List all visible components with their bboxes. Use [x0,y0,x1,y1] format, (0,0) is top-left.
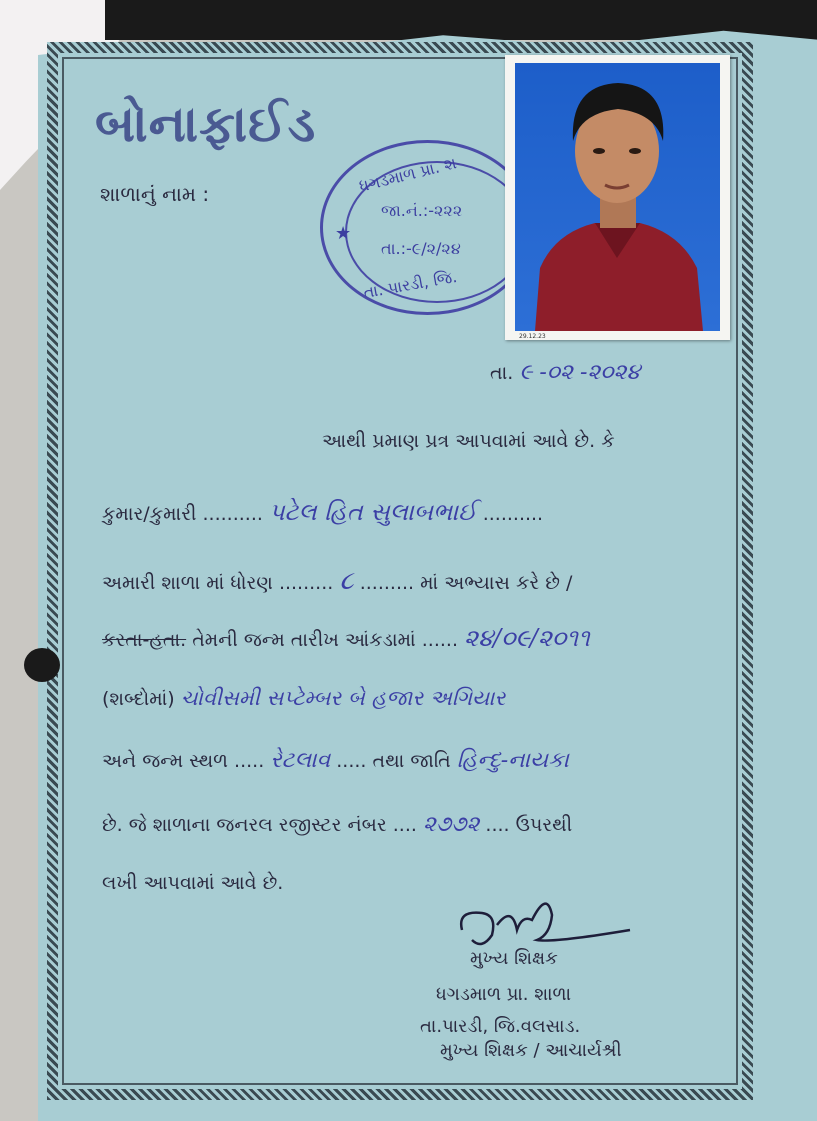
dob-words-value: ચોવીસમી સપ્ટેમ્બર બે હજાર અગિયાર [180,686,506,710]
stamp-star-icon: ★ [335,223,352,244]
dob-struck-text: કરતા-હતા. [102,629,187,651]
dob-row: કરતા-હતા. તેમની જન્મ તારીખ આંકડામાં ...... ૨૪/૦૯/૨૦૧૧ [102,624,590,652]
class-label: અમારી શાળા માં ધોરણ [102,572,273,594]
birthplace-row: અને જન્મ સ્થળ ..... રેટલાવ ..... તથા જાતિ હિન્દુ-નાયકા [102,748,569,773]
date-prefix: તા. [490,362,514,384]
register-label: છે. જે શાળાના જનરલ રજીસ્ટર નંબર [102,814,387,836]
dob-words-label: (શબ્દોમાં) [102,688,175,710]
birthplace-label: અને જન્મ સ્થળ [102,750,228,772]
signature-address: તા.પારડી, જિ.વલસાડ. [420,1016,581,1037]
class-suffix: માં અભ્યાસ કરે છે / [420,572,573,594]
intro-text: આથી પ્રમાણ પ્રત્ર આપવામાં આવે છે. કે [322,430,615,452]
class-row: અમારી શાળા માં ધોરણ ......... ૮ ......... માં અભ્યાસ કરે છે / [102,566,573,596]
student-label: કુમાર/કુમારી [102,503,197,525]
student-photo [505,55,730,340]
caste-label: તથા જાતિ [372,750,451,772]
signature-designation: મુખ્ય શિક્ષક / આચાર્યશ્રી [440,1040,622,1061]
signature-title: મુખ્ય શિક્ષક [470,948,558,969]
register-suffix: ઉપરથી [515,814,573,836]
signature-school: ધગડમાળ પ્રા. શાળા [436,984,571,1005]
photo-date: 29.12.23 [519,333,546,340]
class-value: ૮ [339,566,354,596]
register-value: ૨૭૭૨ [422,812,480,837]
register-row: છે. જે શાળાના જનરલ રજીસ્ટર નંબર .... ૨૭૭૨ .... ઉપરથી [102,812,573,837]
stamp-line-2: જા.નં.:-૨૨૨ [381,201,463,220]
dob-value: ૨૪/૦૯/૨૦૧૧ [464,624,590,652]
school-name-label: શાળાનું નામ : [100,182,210,206]
stamp-line-1: ધગડમાળ પ્રા. શ [357,153,459,196]
dob-words-row [102,686,505,711]
stamp-line-3: તા.:-૯/૨/૨૪ [381,239,461,258]
photo-backdrop [515,63,720,331]
student-row: કુમાર/કુમારી .......... પટેલ હિત સુલાબભાઈ .......... [102,498,544,526]
student-portrait [515,63,720,331]
issue-date [490,360,640,385]
caste-value: હિન્દુ-નાયકા [456,748,569,773]
student-name: પટેલ હિત સુલાબભાઈ [268,498,477,526]
dob-label: તેમની જન્મ તારીખ આંકડામાં [192,629,416,651]
birthplace-value: રેટલાવ [270,748,331,773]
closing-text: લખી આપવામાં આવે છે. [102,872,284,894]
punch-hole [24,648,60,682]
school-stamp [320,140,535,315]
stamp-line-4: તા. પારડી, જિ. [361,266,459,303]
certificate-title: બોનાફાઈડ [95,95,317,153]
date-value: ૯ -૦૨ -૨૦૨૪ [519,360,641,385]
